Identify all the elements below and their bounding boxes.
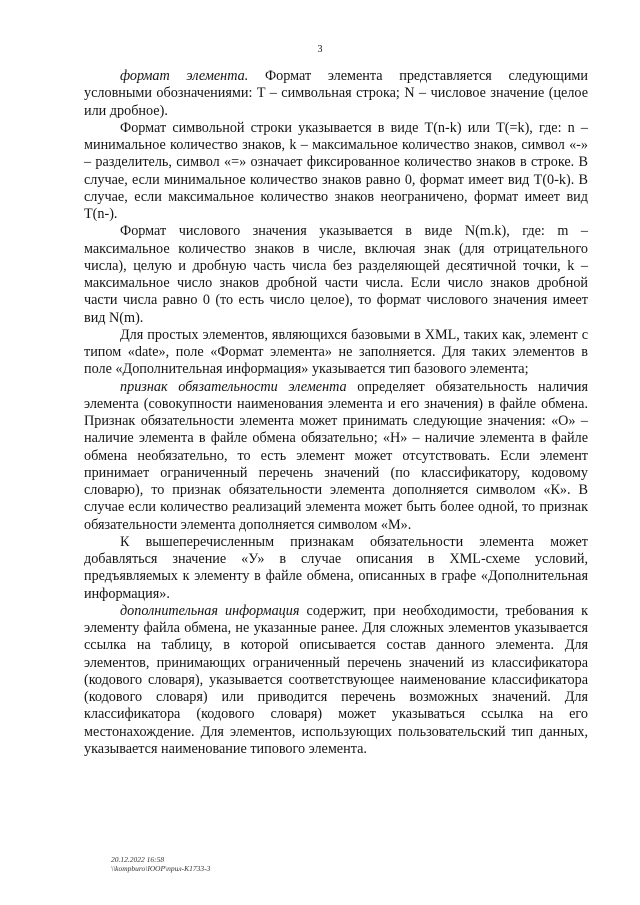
page-number: 3 — [317, 44, 323, 55]
footer-path: \\kompburo\ЮОР\прил-К1733-3 — [111, 864, 211, 873]
term-element-format: формат элемента. — [120, 68, 249, 84]
footer-stamp — [111, 855, 210, 873]
paragraph-condition-flag — [84, 534, 588, 603]
paragraph-text: Формат числового значения указывается в виде N(m.k), где: m – максимальное количество знаков в числе, включая знак (для отрицательного числа), целую и дробную часть числа без разделяющей десятичной точки, k – максимальное число знаков дробной части числа. Если число знаков дробной части числа равно 0 (то есть число целое), то формат числового значения имеет вид N(m). — [84, 223, 588, 326]
paragraph-number-format — [84, 223, 588, 327]
paragraph-element-format — [84, 68, 588, 120]
paragraph-text: Для простых элементов, являющихся базовыми в XML, таких как, элемент с типом «date», поле «Формат элемента» не заполняется. Для таких элементов в поле «Дополнительная информация» указывается тип базового элемента; — [84, 326, 588, 378]
paragraph-required-flag — [84, 379, 588, 534]
paragraph-text: Формат элемента представляется следующими условными обозначениями: T – символьная строка; N – числовое значение (целое или дробное). — [84, 68, 588, 119]
paragraph-text: определяет обязательность наличия элемента (совокупности наименования элемента и его значения) в файле обмена. Признак обязательности элемента может принимать следующие значения: «О» – наличие элемента в файле обмена обязательно; «Н» – наличие элемента в файле обмена необязательно, то есть элемент может отсутствовать. Если элемент принимает ограниченный перечень значений (по классификатору, кодовому словарю), то признак обязательности элемента дополняется символом «К». В случае если количество реализаций элемента может быть более одной, то признак обязательности элемента дополняется символом «М». — [84, 378, 588, 533]
document-body — [84, 68, 588, 758]
paragraph-simple-elements — [84, 327, 588, 379]
paragraph-string-format — [84, 120, 588, 224]
paragraph-text: Формат символьной строки указывается в виде T(n-k) или T(=k), где: n – минимальное количество знаков, k – максимальное количество знаков, символ «-» – разделитель, символ «=» означает фиксированное количество знаков в строке. В случае, если минимальное количество знаков равно 0, формат имеет вид T(0-k). В случае, если максимальное количество знаков неограничено, формат имеет вид T(n-). — [84, 119, 588, 222]
paragraph-text: К вышеперечисленным признакам обязательности элемента может добавляться значение «У» в случае описания в XML-схеме условий, предъявляемых к элементу в файле обмена, описанных в графе «Дополнительная информация». — [84, 533, 588, 602]
paragraph-text: содержит, при необходимости, требования к элементу файла обмена, не указанные ранее. Для сложных элементов указывается ссылка на таблицу, в которой описывается состав данного элемента. Для элементов, принимающих ограниченный перечень значений из классификатора (кодового словаря), указывается соответствующее наименование классификатора (кодового словаря) или приводится перечень возможных значений. Для классификатора (кодового словаря) может указываться ссылка на его местонахождение. Для элементов, использующих пользовательский тип данных, указывается наименование типового элемента. — [84, 602, 588, 757]
footer-date: 20.12.2022 16:58 — [111, 855, 165, 864]
term-additional-info: дополнительная информация — [120, 602, 300, 619]
term-required-flag: признак обязательности элемента — [120, 378, 347, 395]
paragraph-additional-info — [84, 603, 588, 758]
